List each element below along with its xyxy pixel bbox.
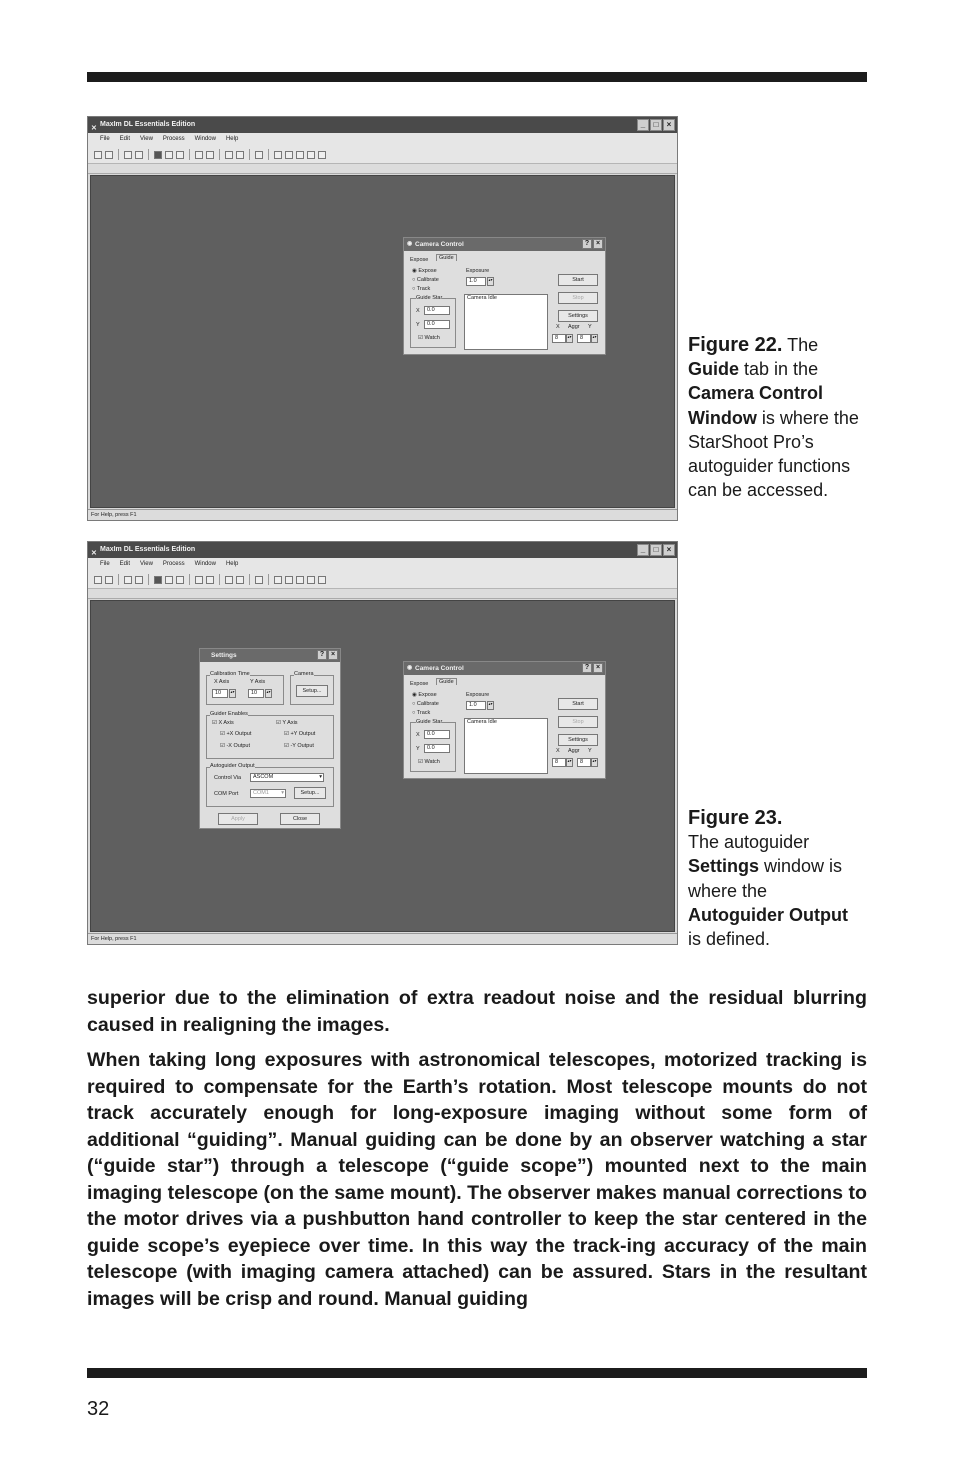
camera-icon[interactable] <box>154 576 162 584</box>
circle-icon[interactable] <box>285 576 293 584</box>
histogram-icon[interactable] <box>296 576 304 584</box>
stop-button[interactable]: Stop <box>558 716 598 728</box>
open-icon[interactable] <box>94 576 102 584</box>
radio-calibrate[interactable]: ○ Calibrate <box>412 277 439 283</box>
app-logo-icon: ✕ <box>91 550 97 557</box>
redo-icon[interactable] <box>135 576 143 584</box>
menu-file[interactable]: File <box>100 561 110 567</box>
menu-process[interactable]: Process <box>162 136 185 142</box>
figure-22-caption: Figure 22. The Guide tab in the Camera Control Window is where the StarShoot Pro’s autoguider functions can be accessed. <box>688 334 859 501</box>
aggr-y-input[interactable]: 8 <box>577 758 591 767</box>
aggr-y-spinner[interactable]: ▴▾ <box>591 334 598 343</box>
figure-22-number: Figure 22. <box>688 334 783 356</box>
telescope-icon[interactable] <box>307 151 315 159</box>
tab-expose[interactable]: Expose <box>410 681 429 687</box>
guide-y-input[interactable]: 0.0 <box>424 320 450 329</box>
exposure-input[interactable]: 1.0 <box>466 701 486 710</box>
chevron-down-icon: ▾ <box>281 790 284 796</box>
menu-window[interactable]: Window <box>194 136 216 142</box>
close-button[interactable]: × <box>593 239 603 249</box>
gear-icon[interactable] <box>225 576 233 584</box>
y-axis-label: Y Axis <box>250 679 266 685</box>
square-icon[interactable] <box>274 576 282 584</box>
save-icon[interactable] <box>105 576 113 584</box>
y-label: Y <box>416 746 420 752</box>
guide-x-input[interactable]: 0.0 <box>424 730 450 739</box>
figure-23-number: Figure 23. <box>688 807 783 829</box>
x-axis-label: X Axis <box>214 679 230 685</box>
radio-expose[interactable]: ◉ Expose <box>412 268 437 274</box>
guider-enables-label: Guider Enables <box>210 711 248 717</box>
plus-x-output-checkbox[interactable]: ☑ +X Output <box>220 731 252 737</box>
circle-icon[interactable] <box>285 151 293 159</box>
app-titlebar <box>88 542 677 558</box>
aggr-y-label: Y <box>588 748 592 754</box>
open-icon[interactable] <box>94 151 102 159</box>
menu-view[interactable]: View <box>140 561 153 567</box>
camera-icon: ◉ <box>407 241 413 247</box>
output-setup-button[interactable]: Setup... <box>294 787 326 799</box>
workspace <box>90 175 675 508</box>
cal-y-spinner[interactable]: ▴▾ <box>265 689 272 698</box>
status-panel: Camera Idle <box>464 294 548 350</box>
workspace <box>90 600 675 932</box>
menubar <box>88 133 677 146</box>
control-via-select[interactable]: ASCOM ▾ <box>250 773 324 782</box>
calibration-time-label: Calibration Time <box>210 671 250 677</box>
close-button[interactable]: × <box>663 544 675 556</box>
screenshot-figure-23 <box>87 541 678 945</box>
com-port-label: COM Port <box>214 791 239 797</box>
body-paragraph-1: superior due to the elimination of extra readout noise and the residual blurring caused in realigning the images. <box>87 987 867 1036</box>
gear-icon[interactable] <box>225 151 233 159</box>
help-button[interactable]: ? <box>317 650 327 660</box>
screenshot-figure-22 <box>87 116 678 521</box>
minimize-button[interactable]: _ <box>637 544 649 556</box>
menu-edit[interactable]: Edit <box>119 561 131 567</box>
menu-process[interactable]: Process <box>162 561 185 567</box>
exposure-spinner[interactable]: ▴▾ <box>487 701 494 710</box>
y-axis-checkbox[interactable]: ☑ Y Axis <box>276 720 298 726</box>
stop-button[interactable]: Stop <box>558 292 598 304</box>
settings-dialog <box>199 648 341 829</box>
control-via-label: Control Via <box>214 775 242 781</box>
app-logo-icon: ✕ <box>91 125 97 132</box>
x-axis-checkbox[interactable]: ☑ X Axis <box>212 720 234 726</box>
y-label: Y <box>416 322 420 328</box>
help-button[interactable]: ? <box>582 239 592 249</box>
exposure-input[interactable]: 1.0 <box>466 277 486 286</box>
camera-icon[interactable] <box>154 151 162 159</box>
app-title: MaxIm DL Essentials Edition <box>100 546 196 553</box>
menu-help[interactable]: Help <box>225 561 239 567</box>
telescope-icon[interactable] <box>307 576 315 584</box>
top-rule <box>87 72 867 82</box>
toolbar <box>88 571 677 589</box>
close-button[interactable]: × <box>593 663 603 673</box>
maximize-button[interactable]: □ <box>650 119 662 131</box>
settings-title: Settings <box>211 652 237 659</box>
start-button[interactable]: Start <box>558 274 598 286</box>
watch-checkbox[interactable]: ☑ Watch <box>418 759 440 765</box>
zoom-out-icon[interactable] <box>206 576 214 584</box>
x-label: X <box>416 732 420 738</box>
camera-control-titlebar <box>404 238 605 251</box>
radio-track[interactable]: ○ Track <box>412 710 431 716</box>
radio-expose[interactable]: ◉ Expose <box>412 692 437 698</box>
maximize-button[interactable]: □ <box>650 544 662 556</box>
app-titlebar <box>88 117 677 133</box>
zoom-in-icon[interactable] <box>195 576 203 584</box>
camera-control-title: Camera Control <box>415 665 464 672</box>
camera-control-title: Camera Control <box>415 241 464 248</box>
info-icon[interactable] <box>176 576 184 584</box>
minus-x-output-checkbox[interactable]: ☑ -X Output <box>220 743 251 749</box>
aggr-label: Aggr <box>568 748 580 754</box>
zoom-in-icon[interactable] <box>195 151 203 159</box>
close-dialog-button[interactable]: Close <box>280 813 320 825</box>
filter-icon[interactable] <box>318 151 326 159</box>
x-label: X <box>416 308 420 314</box>
start-button[interactable]: Start <box>558 698 598 710</box>
guide-y-input[interactable]: 0.0 <box>424 744 450 753</box>
aggr-x-input[interactable]: 8 <box>552 334 566 343</box>
menu-edit[interactable]: Edit <box>119 136 131 142</box>
status-panel: Camera Idle <box>464 718 548 774</box>
aggr-label: Aggr <box>568 324 580 330</box>
settings-button[interactable]: Settings <box>558 310 598 322</box>
camera-control-titlebar <box>404 662 605 675</box>
cal-y-input[interactable]: 10 <box>248 689 264 698</box>
menu-help[interactable]: Help <box>225 136 239 142</box>
tab-guide[interactable]: Guide <box>436 254 457 261</box>
cal-x-spinner[interactable]: ▴▾ <box>229 689 236 698</box>
statusbar: For Help, press F1 <box>88 933 677 944</box>
camera-icon: ◉ <box>407 665 413 671</box>
guide-x-input[interactable]: 0.0 <box>424 306 450 315</box>
undo-icon[interactable] <box>124 576 132 584</box>
secondary-bar <box>88 589 677 599</box>
camera-label: Camera <box>294 671 314 677</box>
exposure-label: Exposure <box>466 692 490 698</box>
help-button[interactable]: ? <box>582 663 592 673</box>
screen-icon[interactable] <box>165 576 173 584</box>
aggr-y-spinner[interactable]: ▴▾ <box>591 758 598 767</box>
camera-setup-button[interactable]: Setup... <box>296 685 328 697</box>
aggr-x-label: X <box>556 748 560 754</box>
menubar <box>88 558 677 571</box>
com-port-select[interactable]: COM1 ▾ <box>250 789 286 798</box>
guide-star-label: Guide Star <box>416 295 443 301</box>
bottom-rule <box>87 1368 867 1378</box>
radio-track[interactable]: ○ Track <box>412 286 431 292</box>
close-button[interactable]: × <box>663 119 675 131</box>
exposure-label: Exposure <box>466 268 490 274</box>
watch-checkbox[interactable]: ☑ Watch <box>418 335 440 341</box>
info-icon[interactable] <box>176 151 184 159</box>
redo-icon[interactable] <box>135 151 143 159</box>
menu-window[interactable]: Window <box>194 561 216 567</box>
tab-expose[interactable]: Expose <box>410 257 429 263</box>
histogram-icon[interactable] <box>296 151 304 159</box>
aggr-x-input[interactable]: 8 <box>552 758 566 767</box>
aggr-y-label: Y <box>588 324 592 330</box>
toolbar <box>88 146 677 164</box>
autoguider-output-label: Autoguider Output <box>210 763 255 769</box>
statusbar: For Help, press F1 <box>88 509 677 520</box>
figure-23-caption: Figure 23. The autoguider Settings window is where the Autoguider Output is defined. <box>688 807 848 950</box>
close-button[interactable]: × <box>328 650 338 660</box>
menu-file[interactable]: File <box>100 136 110 142</box>
filter-icon[interactable] <box>318 576 326 584</box>
tool-icon[interactable] <box>236 576 244 584</box>
minus-y-output-checkbox[interactable]: ☑ -Y Output <box>284 743 314 749</box>
settings-button[interactable]: Settings <box>558 734 598 746</box>
aggr-y-input[interactable]: 8 <box>577 334 591 343</box>
zoom-out-icon[interactable] <box>206 151 214 159</box>
cal-x-input[interactable]: 10 <box>212 689 228 698</box>
secondary-bar <box>88 164 677 174</box>
crosshair-icon[interactable] <box>255 576 263 584</box>
minimize-button[interactable]: _ <box>637 119 649 131</box>
tab-guide[interactable]: Guide <box>436 678 457 685</box>
page-number: 32 <box>87 1398 110 1420</box>
camera-control-dialog <box>403 237 606 355</box>
screen-icon[interactable] <box>165 151 173 159</box>
settings-titlebar <box>200 649 340 662</box>
body-paragraph-2: When taking long exposures with astronomical telescopes, motorized tracking is required to compensate for the Earth’s rotation. Most telescope mounts do not track accurately enough for long-exposure imaging without some form of additional “guiding”. Manual guiding can be done by an observer watching a star (“guide star”) through a telescope (“guide scope”) mounted next to the main imaging telescope (on the same mount). The observer makes manual corrections to the motor drives via a pushbutton hand controller to keep the star centered in the guide scope’s eyepiece over time. In this way the track-ing accuracy of the main telescope (with imaging camera attached) can be assured. Stars in the resultant images will be crisp and round. Manual guiding <box>87 1049 867 1310</box>
chevron-down-icon: ▾ <box>319 774 322 780</box>
aggr-x-label: X <box>556 324 560 330</box>
tool-icon[interactable] <box>236 151 244 159</box>
apply-button[interactable]: Apply <box>218 813 258 825</box>
aggr-x-spinner[interactable]: ▴▾ <box>566 334 573 343</box>
guide-star-label: Guide Star <box>416 719 443 725</box>
undo-icon[interactable] <box>124 151 132 159</box>
app-title: MaxIm DL Essentials Edition <box>100 121 196 128</box>
menu-view[interactable]: View <box>140 136 153 142</box>
plus-y-output-checkbox[interactable]: ☑ +Y Output <box>284 731 316 737</box>
save-icon[interactable] <box>105 151 113 159</box>
exposure-spinner[interactable]: ▴▾ <box>487 277 494 286</box>
radio-calibrate[interactable]: ○ Calibrate <box>412 701 439 707</box>
aggr-x-spinner[interactable]: ▴▾ <box>566 758 573 767</box>
square-icon[interactable] <box>274 151 282 159</box>
crosshair-icon[interactable] <box>255 151 263 159</box>
camera-control-dialog <box>403 661 606 779</box>
